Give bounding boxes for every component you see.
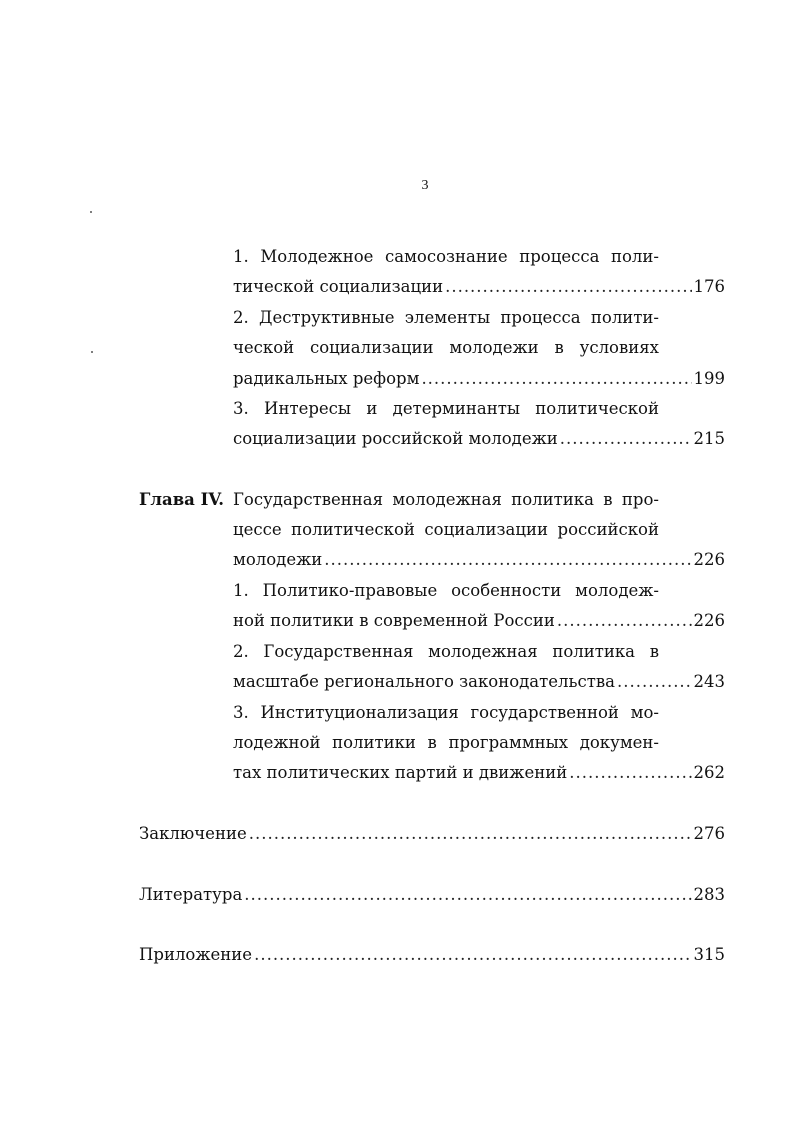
toc-entry-text: Заключение [139,824,247,843]
dot-leader [254,940,691,970]
toc-entry-text: социализации российской молодежи [233,429,558,448]
toc-entry-text: 2. Государственная молодежная политика в [233,642,659,661]
dot-leader [445,272,691,302]
dot-leader [249,819,692,849]
dot-leader [244,880,691,910]
toc-entry-text: Литература [139,885,243,904]
toc-entry-text: ческой социализации молодежи в условиях [233,338,659,357]
toc-entry-leader [233,424,725,454]
toc-entry-leader [233,364,725,394]
toc-entry-text: 3. Институционализация государственной мо- [233,703,659,722]
toc-entry-text: Приложение [139,945,253,964]
toc-page-number: 176 [693,277,725,296]
toc-page-number: 262 [693,763,725,782]
toc-entry-text: Государственная молодежная политика в про- [233,490,659,509]
toc-entry-leader [233,606,725,636]
toc-entry-text: 1. Политико-правовые особенности молодеж- [233,581,659,600]
toc-entry-text: радикальных реформ [233,369,420,388]
toc-entry-text: тах политических партий и движений [233,763,568,782]
toc-entry-text: 1. Молодежное самосознание процесса поли- [233,247,659,266]
page-number: 3 [421,178,429,193]
toc-page-number: 199 [693,369,725,388]
toc-page-number: 315 [693,945,725,964]
toc-page-number: 283 [693,885,725,904]
toc-page-number: 215 [693,429,725,448]
toc-entry-text: цессе политической социализации российской [233,520,659,539]
toc-entry-text: ной политики в современной России [233,611,555,630]
toc-entry-appendix[interactable] [139,940,725,970]
scan-speck [91,351,93,353]
chapter-label: Глава IV. [139,490,224,509]
toc-page-number: 226 [693,611,725,630]
toc-entry-literature[interactable] [139,880,725,910]
dot-leader [421,364,691,394]
toc-page-number: 226 [693,550,725,569]
toc-entry-text: лодежной политики в программных докумен- [233,733,659,752]
dot-leader [557,606,692,636]
dot-leader [569,758,691,788]
toc-entry-text: 2. Деструктивные элементы процесса полити- [233,308,659,327]
toc-entry-leader [233,545,725,575]
toc-entry-text: 3. Интересы и детерминанты политической [233,399,659,418]
scan-speck [90,211,92,213]
dot-leader [324,545,691,575]
toc-page-number: 276 [693,824,725,843]
toc-entry-text: молодежи [233,550,323,569]
toc-page-number: 243 [693,672,725,691]
toc-entry-text: тической социализации [233,277,444,296]
toc-entry-conclusion[interactable] [139,819,725,849]
toc-entry-text: масштабе регионального законодательства [233,672,615,691]
toc-entry-leader [233,667,725,697]
toc-entry-leader [233,272,725,302]
dot-leader [617,667,692,697]
toc-entry-leader [233,758,725,788]
dot-leader [560,424,692,454]
